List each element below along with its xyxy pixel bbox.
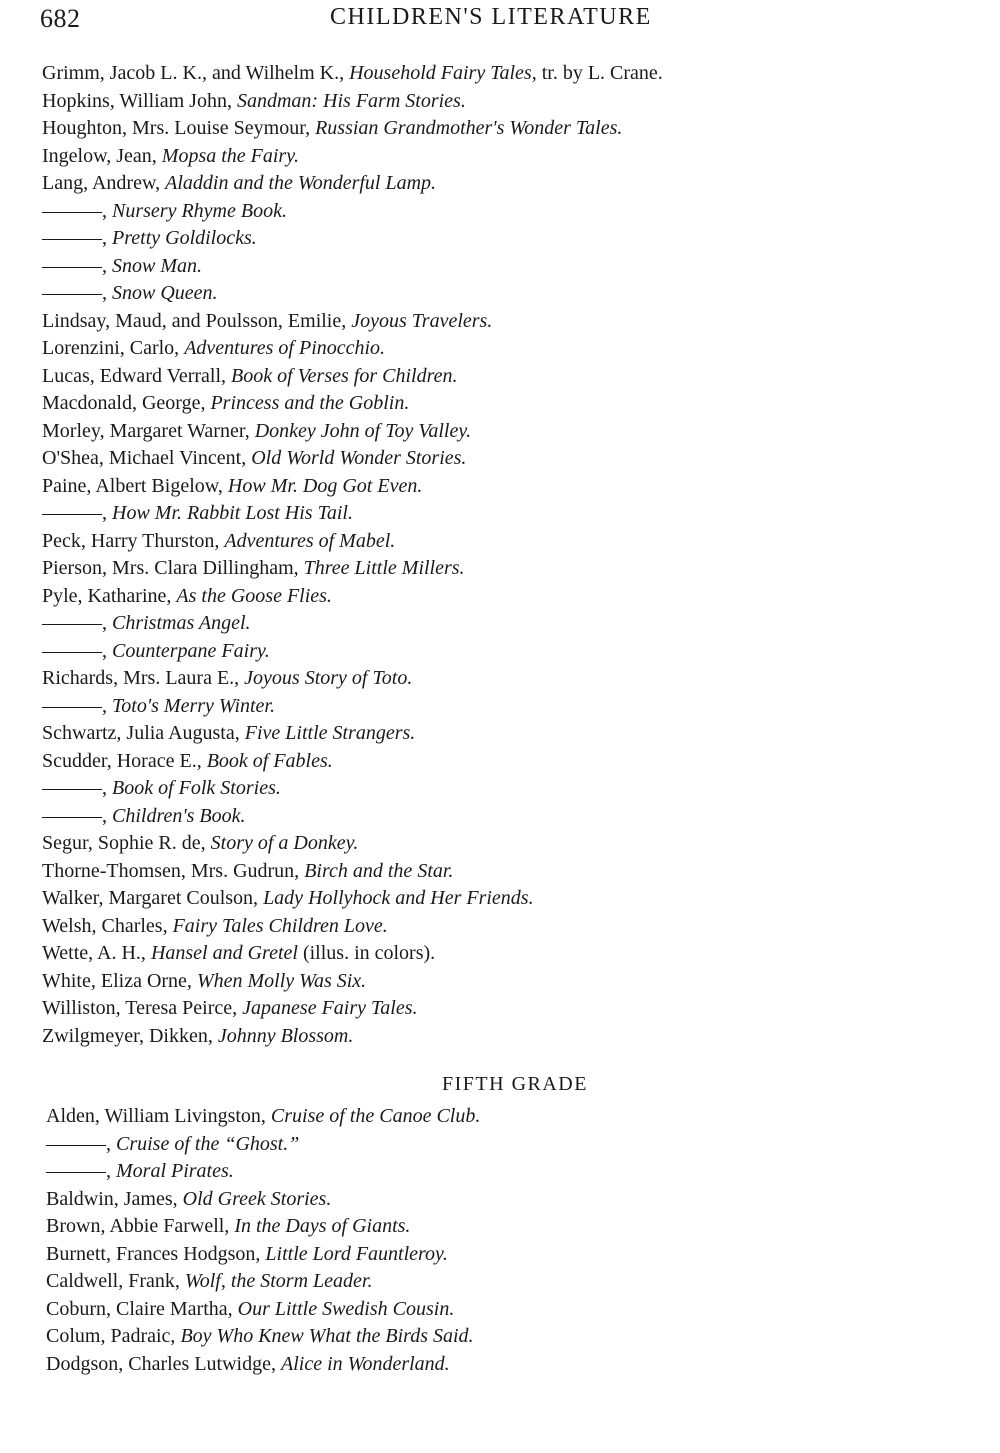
bibliography-entry bbox=[42, 885, 942, 913]
entry-author: Colum, Padraic, bbox=[46, 1325, 181, 1347]
bibliography-entry bbox=[42, 143, 942, 171]
entry-author: ———, bbox=[42, 694, 112, 717]
bibliography-entry bbox=[42, 528, 942, 556]
entry-author: ———, bbox=[42, 804, 112, 827]
bibliography-entry bbox=[42, 280, 942, 308]
bibliography-entry bbox=[42, 445, 942, 473]
bibliography-entry bbox=[42, 335, 942, 363]
entry-author: Lang, Andrew, bbox=[42, 172, 166, 194]
bibliography-entry bbox=[42, 583, 942, 611]
bibliography-entry bbox=[42, 363, 942, 391]
bibliography-entry bbox=[42, 775, 942, 803]
entry-author: Segur, Sophie R. de, bbox=[42, 832, 211, 854]
entry-title: Alice in Wonderland. bbox=[280, 1352, 450, 1375]
entry-title: Aladdin and the Wonderful Lamp. bbox=[165, 172, 437, 194]
bibliography-entry bbox=[46, 1158, 946, 1186]
entry-author: ———, bbox=[42, 282, 112, 304]
entry-author: Caldwell, Frank, bbox=[46, 1270, 185, 1292]
entry-title: Household Fairy Tales bbox=[349, 62, 532, 84]
bibliography-entry bbox=[42, 693, 942, 721]
entry-title: Children's Book. bbox=[112, 804, 246, 827]
entry-title: Donkey John of Toy Valley. bbox=[254, 419, 472, 442]
bibliography-entry bbox=[46, 1323, 946, 1351]
entry-author: Macdonald, George, bbox=[42, 392, 211, 414]
entry-title: Wolf, the Storm Leader. bbox=[184, 1270, 373, 1292]
bibliography-entry bbox=[42, 418, 942, 446]
entry-title: Story of a Donkey. bbox=[210, 832, 359, 854]
bibliography-entry bbox=[46, 1213, 946, 1241]
entry-title: Moral Pirates. bbox=[116, 1160, 234, 1182]
entry-title: Adventures of Mabel. bbox=[224, 529, 396, 552]
entry-title: Sandman: His Farm Stories. bbox=[236, 89, 466, 112]
entry-title: Old Greek Stories. bbox=[182, 1187, 332, 1210]
entry-author: Baldwin, James, bbox=[46, 1187, 183, 1210]
bibliography-entry bbox=[42, 170, 942, 198]
bibliography-entry bbox=[46, 1268, 946, 1296]
bibliography-entry bbox=[42, 748, 942, 776]
bibliography-entry bbox=[42, 638, 942, 666]
entry-author: ———, bbox=[42, 777, 112, 799]
entry-title: Birch and the Star. bbox=[304, 859, 454, 882]
entry-title: Princess and the Goblin. bbox=[210, 392, 410, 414]
bibliography-entry bbox=[42, 115, 942, 143]
entry-title: Counterpane Fairy. bbox=[112, 639, 270, 662]
bibliography-entry bbox=[42, 858, 942, 886]
entry-title: When Molly Was Six. bbox=[196, 969, 367, 992]
entry-title: Old World Wonder Stories. bbox=[251, 447, 467, 469]
entry-title: Joyous Story of Toto. bbox=[244, 667, 413, 689]
entry-title: As the Goose Flies. bbox=[176, 584, 332, 607]
bibliography-entry bbox=[46, 1241, 946, 1269]
entry-suffix: , tr. by L. Crane. bbox=[531, 62, 663, 84]
entry-title: Pretty Goldilocks. bbox=[112, 227, 257, 249]
entry-author: Thorne-Thomsen, Mrs. Gudrun, bbox=[42, 859, 305, 882]
entry-author: ———, bbox=[46, 1160, 116, 1182]
entry-author: Brown, Abbie Farwell, bbox=[46, 1215, 235, 1237]
entry-author: ———, bbox=[46, 1132, 116, 1155]
bibliography-entry bbox=[42, 720, 942, 748]
entry-author: Walker, Margaret Coulson, bbox=[42, 887, 264, 909]
bibliography-entry bbox=[42, 968, 942, 996]
entry-author: Schwartz, Julia Augusta, bbox=[42, 722, 245, 744]
entry-title: Book of Verses for Children. bbox=[231, 364, 458, 387]
entry-author: Lindsay, Maud, and Poulsson, Emilie, bbox=[42, 309, 352, 332]
bibliography-entry bbox=[42, 830, 942, 858]
entry-author: Williston, Teresa Peirce, bbox=[42, 997, 243, 1019]
entry-author: Richards, Mrs. Laura E., bbox=[42, 667, 245, 689]
section-heading-fifth-grade: FIFTH GRADE bbox=[442, 1073, 588, 1095]
running-head: CHILDREN'S LITERATURE bbox=[330, 4, 652, 30]
entry-author: Lucas, Edward Verrall, bbox=[42, 364, 232, 387]
entry-title: Russian Grandmother's Wonder Tales. bbox=[315, 117, 623, 139]
bibliography-entry bbox=[42, 308, 942, 336]
entry-author: ———, bbox=[42, 502, 112, 524]
bibliography-entry bbox=[42, 390, 942, 418]
entry-title: Three Little Millers. bbox=[303, 557, 465, 579]
entry-title: Boy Who Knew What the Birds Said. bbox=[180, 1325, 474, 1347]
entry-author: Ingelow, Jean, bbox=[42, 144, 162, 167]
entry-title: Mopsa the Fairy. bbox=[161, 144, 299, 167]
bibliography-entry bbox=[42, 913, 942, 941]
fourth-grade-list bbox=[42, 60, 942, 1050]
bibliography-entry bbox=[42, 940, 942, 968]
entry-author: Grimm, Jacob L. K., and Wilhelm K., bbox=[42, 62, 350, 84]
entry-author: Coburn, Claire Martha, bbox=[46, 1297, 238, 1320]
bibliography-entry bbox=[42, 225, 942, 253]
entry-author: ———, bbox=[42, 199, 112, 222]
entry-title: Adventures of Pinocchio. bbox=[184, 337, 386, 359]
entry-author: Hopkins, William John, bbox=[42, 89, 237, 112]
entry-title: Our Little Swedish Cousin. bbox=[237, 1297, 455, 1320]
entry-author: Alden, William Livingston, bbox=[46, 1105, 271, 1127]
entry-author: Scudder, Horace E., bbox=[42, 749, 207, 772]
entry-author: ———, bbox=[42, 254, 112, 277]
entry-title: Fairy Tales Children Love. bbox=[172, 914, 388, 937]
entry-title: Five Little Strangers. bbox=[244, 722, 416, 744]
entry-author: Peck, Harry Thurston, bbox=[42, 529, 225, 552]
bibliography-entry bbox=[42, 88, 942, 116]
fifth-grade-list bbox=[46, 1103, 946, 1378]
bibliography-entry bbox=[42, 555, 942, 583]
entry-title: Johnny Blossom. bbox=[217, 1024, 354, 1047]
entry-author: Dodgson, Charles Lutwidge, bbox=[46, 1352, 281, 1375]
page-number: 682 bbox=[40, 4, 81, 33]
entry-title: Book of Fables. bbox=[206, 749, 333, 772]
bibliography-entry bbox=[46, 1296, 946, 1324]
entry-author: ———, bbox=[42, 612, 112, 634]
entry-author: Wette, A. H., bbox=[42, 942, 151, 964]
bibliography-entry bbox=[46, 1103, 946, 1131]
entry-title: Christmas Angel. bbox=[112, 612, 251, 634]
entry-title: In the Days of Giants. bbox=[234, 1215, 411, 1237]
entry-title: Toto's Merry Winter. bbox=[112, 694, 275, 717]
entry-author: Pyle, Katharine, bbox=[42, 584, 177, 607]
entry-title: Snow Queen. bbox=[112, 282, 218, 304]
bibliography-entry bbox=[42, 610, 942, 638]
page-header bbox=[40, 4, 960, 34]
entry-author: Paine, Albert Bigelow, bbox=[42, 474, 228, 497]
bibliography-entry bbox=[46, 1131, 946, 1159]
entry-author: ———, bbox=[42, 639, 112, 662]
entry-title: How Mr. Rabbit Lost His Tail. bbox=[112, 502, 353, 524]
bibliography-entry bbox=[42, 473, 942, 501]
entry-title: Japanese Fairy Tales. bbox=[242, 997, 418, 1019]
bibliography-entry bbox=[46, 1186, 946, 1214]
entry-title: Hansel and Gretel bbox=[150, 942, 298, 964]
bibliography-entry bbox=[42, 198, 942, 226]
entry-author: Houghton, Mrs. Louise Seymour, bbox=[42, 117, 316, 139]
entry-title: Little Lord Fauntleroy. bbox=[265, 1242, 448, 1265]
bibliography-entry bbox=[42, 995, 942, 1023]
entry-title: Snow Man. bbox=[112, 254, 202, 277]
entry-title: Nursery Rhyme Book. bbox=[112, 199, 287, 222]
bibliography-entry bbox=[42, 665, 942, 693]
bibliography-entry bbox=[42, 1023, 942, 1051]
bibliography-entry bbox=[46, 1351, 946, 1379]
entry-title: How Mr. Dog Got Even. bbox=[227, 474, 423, 497]
entry-author: Lorenzini, Carlo, bbox=[42, 337, 185, 359]
entry-author: Burnett, Frances Hodgson, bbox=[46, 1242, 266, 1265]
entry-title: Cruise of the “Ghost.” bbox=[116, 1132, 300, 1155]
entry-title: Lady Hollyhock and Her Friends. bbox=[263, 887, 534, 909]
entry-author: Welsh, Charles, bbox=[42, 914, 173, 937]
bibliography-entry bbox=[42, 803, 942, 831]
entry-suffix: (illus. in colors). bbox=[297, 942, 436, 964]
entry-author: Pierson, Mrs. Clara Dillingham, bbox=[42, 557, 304, 579]
bibliography-entry bbox=[42, 500, 942, 528]
entry-author: White, Eliza Orne, bbox=[42, 969, 197, 992]
entry-title: Joyous Travelers. bbox=[351, 309, 493, 332]
bibliography-entry bbox=[42, 60, 942, 88]
entry-title: Cruise of the Canoe Club. bbox=[270, 1105, 481, 1127]
entry-author: ———, bbox=[42, 227, 112, 249]
entry-author: Morley, Margaret Warner, bbox=[42, 419, 255, 442]
entry-author: Zwilgmeyer, Dikken, bbox=[42, 1024, 218, 1047]
entry-title: Book of Folk Stories. bbox=[112, 777, 281, 799]
bibliography-entry bbox=[42, 253, 942, 281]
entry-author: O'Shea, Michael Vincent, bbox=[42, 447, 252, 469]
